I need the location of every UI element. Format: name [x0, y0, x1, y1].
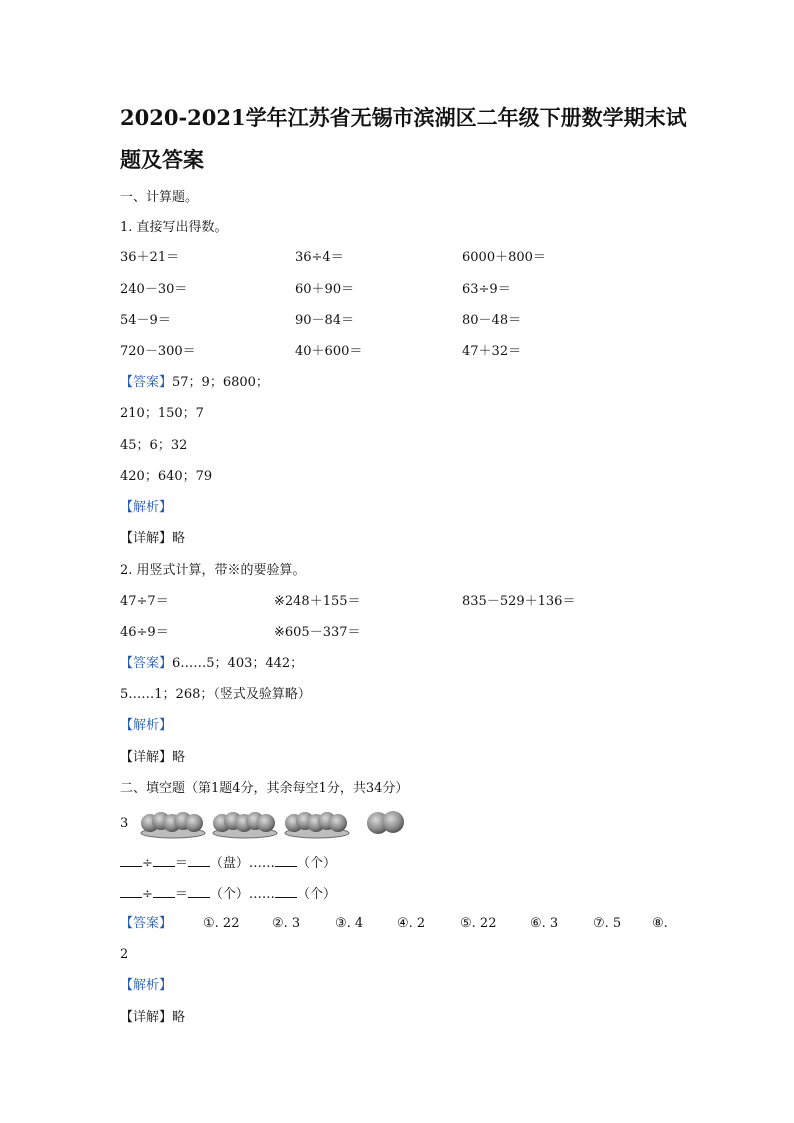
- q1-item: 36÷4＝: [295, 250, 344, 265]
- question-1: 1. 直接写出得数。: [120, 220, 228, 235]
- plate-icon: [213, 812, 277, 838]
- q1-answer-line: 210；150；7: [120, 406, 204, 421]
- q3-answer-item: ③. 4: [335, 916, 364, 931]
- q3-answer-item: ②. 3: [272, 916, 301, 931]
- q3-answer-item: ⑥. 3: [530, 916, 559, 931]
- q1-item: 240－30＝: [120, 282, 188, 297]
- section-2-heading: 二、填空题（第1题4分，其余每空1分，共34分）: [120, 781, 409, 796]
- detail-text: 略: [172, 531, 186, 546]
- blank-field[interactable]: [188, 854, 210, 867]
- unit-label: （个）……: [209, 887, 275, 902]
- unit-label: （盘）……: [209, 856, 275, 871]
- blank-field[interactable]: [153, 854, 175, 867]
- q1-item: 720－300＝: [120, 344, 196, 359]
- question-3-number: 3: [120, 816, 129, 831]
- q1-answer-line: [120, 375, 269, 391]
- q3-answer-item: ①. 22: [203, 916, 240, 931]
- q1-item: 60＋90＝: [295, 282, 355, 297]
- unit-label: （个）: [296, 856, 336, 871]
- detail-text: 略: [172, 750, 186, 765]
- answer-text: 57；9；6800；: [172, 375, 269, 390]
- blank-field[interactable]: [275, 885, 297, 898]
- detail-tag: 【详解】: [120, 1010, 173, 1025]
- equals-sign: ＝: [174, 856, 188, 871]
- q1-item: 6000＋800＝: [462, 250, 546, 265]
- blank-field[interactable]: [120, 854, 142, 867]
- q2-answer-line: [120, 656, 303, 672]
- page-title-line-2: 题及答案: [120, 147, 204, 172]
- analysis-tag: 【解析】: [120, 500, 173, 515]
- answer-tag: 【答案】: [120, 916, 173, 931]
- detail-text: 略: [172, 1010, 186, 1025]
- q2-item: ※605－337＝: [274, 625, 361, 640]
- fill-line-1: [120, 854, 336, 872]
- q1-item: 36＋21＝: [120, 250, 180, 265]
- fill-line-2: [120, 885, 336, 903]
- q1-item: 80－48＝: [462, 313, 522, 328]
- blank-field[interactable]: [120, 885, 142, 898]
- q2-item: 47÷7＝: [120, 594, 169, 609]
- q2-item: 835－529＋136＝: [462, 594, 576, 609]
- q3-answer-wrap: 2: [120, 947, 129, 962]
- plate-icon: [141, 812, 205, 838]
- equals-sign: ＝: [174, 887, 188, 902]
- divide-sign: ÷: [142, 887, 153, 902]
- answer-tag: 【答案】: [120, 375, 173, 390]
- section-1-heading: 一、计算题。: [120, 190, 199, 205]
- q1-item: 90－84＝: [295, 313, 355, 328]
- detail-tag: 【详解】: [120, 750, 173, 765]
- q2-answer-line: 5……1；268；（竖式及验算略）: [120, 687, 311, 702]
- q3-answer-item: ⑧.: [652, 916, 668, 931]
- q1-item: 63÷9＝: [462, 282, 511, 297]
- answer-text: 6……5；403；442；: [172, 656, 304, 671]
- answer-tag: 【答案】: [120, 656, 173, 671]
- plate-icon: [285, 812, 349, 838]
- q2-item: 46÷9＝: [120, 625, 169, 640]
- loose-fruit-icon: [367, 811, 404, 834]
- analysis-tag: 【解析】: [120, 978, 173, 993]
- q1-item: 54－9＝: [120, 313, 171, 328]
- detail-line: [120, 531, 185, 547]
- q1-item: 47＋32＝: [462, 344, 522, 359]
- divide-sign: ÷: [142, 856, 153, 871]
- q1-answer-line: 45；6；32: [120, 438, 188, 453]
- detail-line: [120, 1010, 185, 1026]
- analysis-tag: 【解析】: [120, 718, 173, 733]
- q1-item: 40＋600＝: [295, 344, 363, 359]
- question-2: 2. 用竖式计算，带※的要验算。: [120, 563, 306, 578]
- unit-label: （个）: [296, 887, 336, 902]
- blank-field[interactable]: [188, 885, 210, 898]
- blank-field[interactable]: [153, 885, 175, 898]
- q2-item: ※248＋155＝: [274, 594, 361, 609]
- q1-answer-line: 420；640；79: [120, 469, 213, 484]
- q3-answer-item: ④. 2: [397, 916, 426, 931]
- page-title-line-1: 2020-2021学年江苏省无锡市滨湖区二年级下册数学期末试: [120, 105, 687, 130]
- q3-answer-item: ⑤. 22: [460, 916, 497, 931]
- fruit-plates-illustration: [138, 806, 420, 840]
- blank-field[interactable]: [275, 854, 297, 867]
- detail-tag: 【详解】: [120, 531, 173, 546]
- detail-line: [120, 750, 185, 766]
- q3-answer-item: ⑦. 5: [593, 916, 622, 931]
